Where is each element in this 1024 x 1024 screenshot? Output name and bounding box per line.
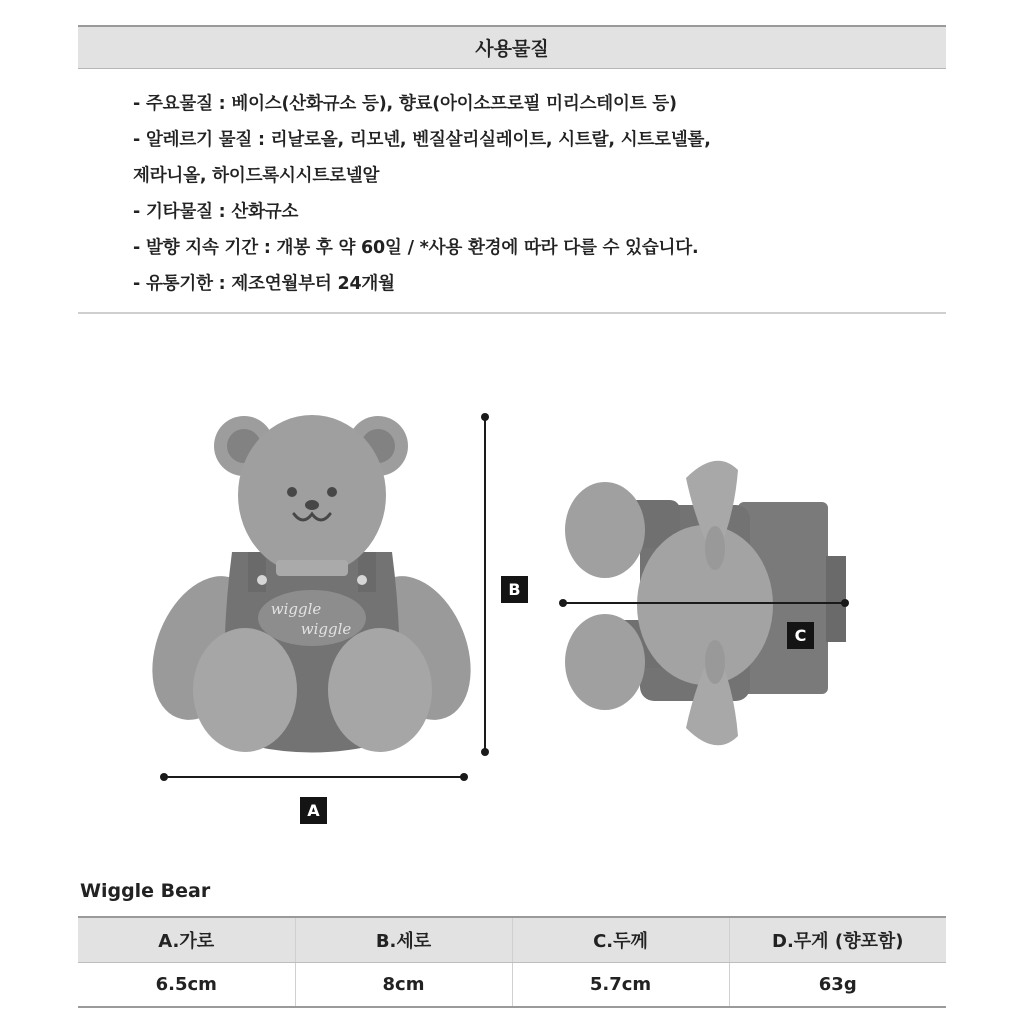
product-name: Wiggle Bear: [80, 880, 211, 902]
materials-title: 사용물질: [475, 38, 549, 60]
dimension-b-label: B: [501, 576, 528, 603]
spec-value-height: 8cm: [295, 963, 512, 1008]
dimension-b: [481, 413, 489, 756]
front-logo-line2: wiggle: [300, 620, 352, 638]
spec-header-thickness: C.두께: [512, 917, 729, 963]
spec-header-row: [78, 917, 946, 963]
dimension-a: [160, 773, 468, 781]
material-item-other: - 기타물질 : 산화규소: [133, 202, 299, 222]
material-item-allergen: - 알레르기 물질 : 리날로올, 리모넨, 벤질살리실레이트, 시트랄, 시트로넬롤,: [133, 130, 711, 150]
spec-header-weight: D.무게 (향포함): [729, 917, 946, 963]
spec-header-width: A.가로: [78, 917, 295, 963]
spec-header-height: B.세로: [295, 917, 512, 963]
spec-value-weight: 63g: [729, 963, 946, 1008]
spec-value-row: [78, 963, 946, 1008]
spec-value-thickness: 5.7cm: [512, 963, 729, 1008]
material-item-allergen-cont: 제라니올, 하이드록시시트로넬알: [133, 166, 380, 186]
spec-value-width: 6.5cm: [78, 963, 295, 1008]
material-item-expiry: - 유통기한 : 제조연월부터 24개월: [133, 274, 395, 294]
front-logo-line1: wiggle: [270, 600, 322, 618]
dimension-a-label: A: [300, 797, 327, 824]
dimension-c-label: C: [787, 622, 814, 649]
spec-table: [78, 916, 946, 1008]
material-item-main: - 주요물질 : 베이스(산화규소 등), 향료(아이소프로필 미리스테이트 등): [133, 94, 677, 114]
bear-front-image: [132, 415, 490, 753]
material-item-duration: - 발향 지속 기간 : 개봉 후 약 60일 / *사용 환경에 따라 다를 수 있습니다.: [133, 238, 699, 258]
